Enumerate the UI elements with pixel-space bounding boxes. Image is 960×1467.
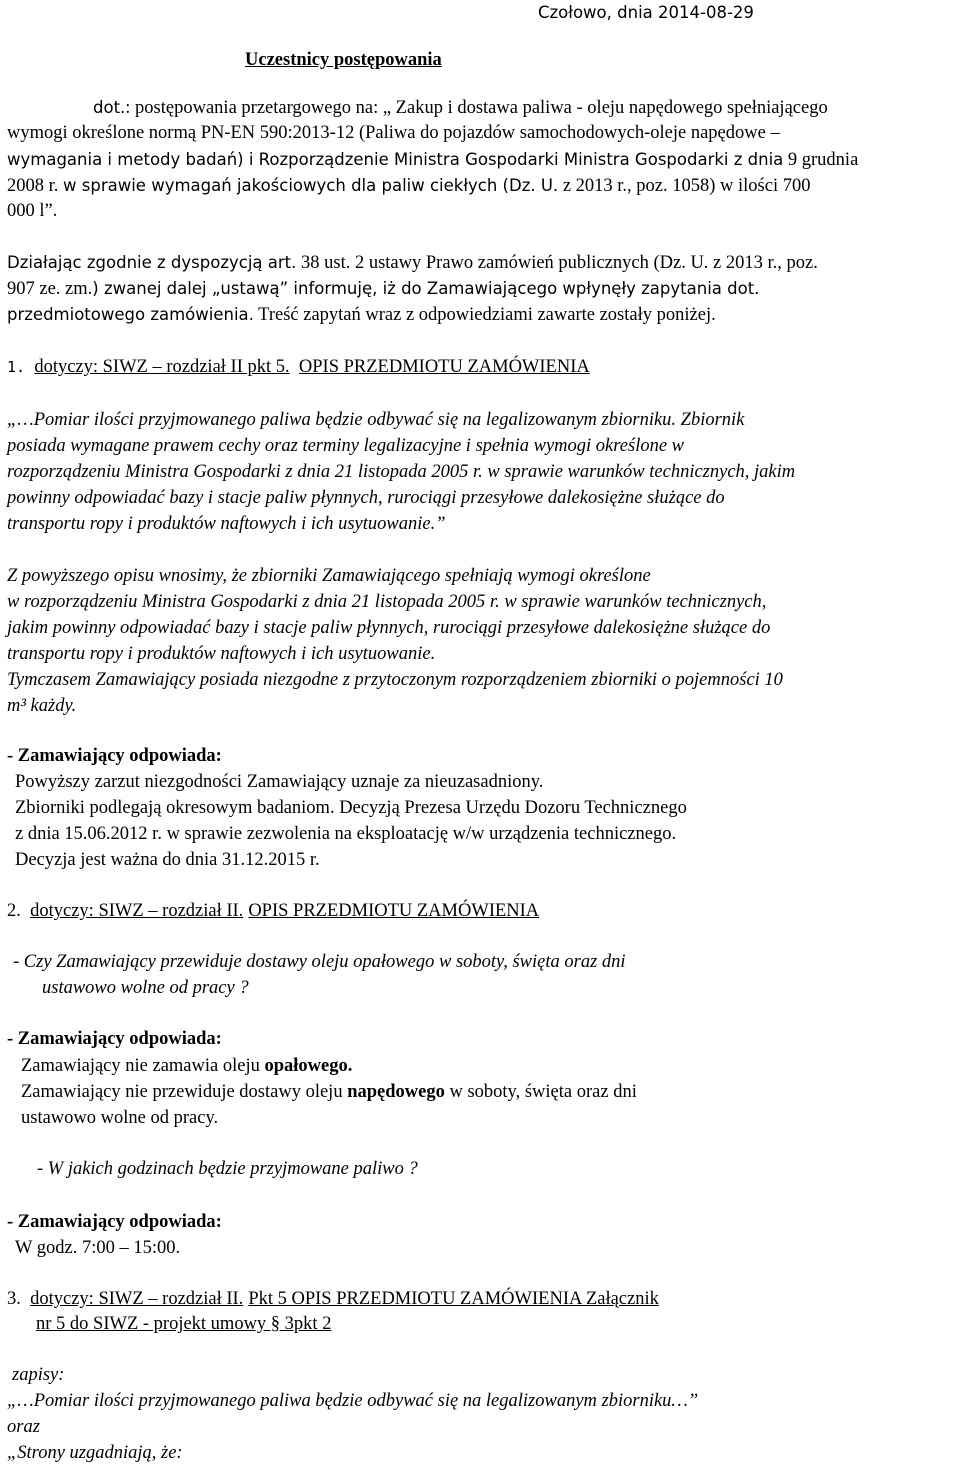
question-topic: OPIS PRZEDMIOTU ZAMÓWIENIA bbox=[248, 901, 540, 921]
intro-line bbox=[7, 147, 858, 174]
question-2-query-2: - W jakich godzinach będzie przyjmowane paliwo ? bbox=[37, 1159, 418, 1179]
quote-line: transportu ropy i produktów naftowych i ich usytuowanie.” bbox=[7, 514, 446, 534]
question-3-heading bbox=[7, 1287, 659, 1313]
intro-text: 9 grudnia bbox=[783, 150, 859, 170]
argument-line: m³ każdy. bbox=[7, 696, 77, 716]
legal-line bbox=[7, 302, 716, 329]
argument-line: transportu ropy i produktów naftowych i ich usytuowanie. bbox=[7, 644, 436, 664]
zapisy-label: zapisy: bbox=[12, 1365, 65, 1385]
answer-emphasis: napędowego bbox=[347, 1082, 445, 1102]
answer-emphasis: opałowego. bbox=[264, 1056, 353, 1076]
intro-line: wymogi określone normą PN-EN 590:2013-12 (Paliwa do pojazdów samochodowych-oleje napędowe – bbox=[7, 123, 780, 143]
question-topic: OPIS PRZEDMIOTU ZAMÓWIENIA bbox=[298, 357, 590, 377]
argument-line: w rozporządzeniu Ministra Gospodarki z dnia 21 listopada 2005 r. w sprawie warunków technicznych, bbox=[7, 592, 767, 612]
answer-line: Powyższy zarzut niezgodności Zamawiający uznaje za nieuzasadniony. bbox=[15, 772, 544, 792]
quote-line: „…Pomiar ilości przyjmowanego paliwa będzie odbywać się na legalizowanym zbiorniku. Zbiornik bbox=[7, 410, 745, 430]
answer-line: Zbiorniki podlegają okresowym badaniom. Decyzją Prezesa Urzędu Dozoru Technicznego bbox=[15, 798, 687, 818]
argument-line: Tymczasem Zamawiający posiada niezgodne z przytoczonym rozporządzeniem zbiorniki o pojemności 10 bbox=[7, 670, 783, 690]
intro-text: Rozporządzenie Ministra Gospodarki Ministra Gospodarki z dnia bbox=[258, 150, 784, 169]
answer-label: - Zamawiający odpowiada: bbox=[7, 1212, 222, 1232]
question-1-heading bbox=[7, 355, 590, 381]
intro-line bbox=[93, 95, 828, 122]
legal-text: przedmiotowego zamówienia. bbox=[7, 305, 254, 324]
legal-text: 907 ze. zm. bbox=[7, 279, 93, 299]
question-topic: dotyczy: SIWZ – rozdział II. bbox=[30, 901, 244, 921]
question-topic: dotyczy: SIWZ – rozdział II. bbox=[30, 1289, 244, 1309]
answer-text: Zamawiający nie przewiduje dostawy oleju bbox=[21, 1082, 348, 1102]
question-number: 1. bbox=[7, 358, 26, 376]
answer-label: - Zamawiający odpowiada: bbox=[7, 746, 222, 766]
answer-label: - Zamawiający odpowiada: bbox=[7, 1029, 222, 1049]
legal-text: Działając zgodnie z dyspozycją art. bbox=[7, 253, 297, 272]
oraz-label: oraz bbox=[7, 1417, 40, 1437]
answer-line: Decyzja jest ważna do dnia 31.12.2015 r. bbox=[15, 850, 320, 870]
legal-line bbox=[7, 276, 759, 303]
legal-text: ) zwanej dalej „ustawą” informuję, iż do Zamawiającego wpłynęły zapytania dot. bbox=[92, 279, 760, 298]
intro-text: dot. bbox=[93, 98, 126, 117]
legal-line bbox=[7, 250, 818, 277]
question-2-answer-2: W godz. 7:00 – 15:00. bbox=[15, 1238, 181, 1258]
answer-text: w soboty, święta oraz dni bbox=[444, 1082, 637, 1102]
answer-line bbox=[21, 1080, 637, 1106]
question-3-heading-cont: nr 5 do SIWZ - projekt umowy § 3pkt 2 bbox=[36, 1314, 332, 1334]
argument-line: Z powyższego opisu wnosimy, że zbiorniki Zamawiającego spełniają wymogi określone bbox=[7, 566, 651, 586]
query-line: - Czy Zamawiający przewiduje dostawy oleju opałowego w soboty, święta oraz dni bbox=[13, 952, 626, 972]
question-number: 2. bbox=[7, 901, 21, 921]
question-topic: dotyczy: SIWZ – rozdział II pkt 5. bbox=[34, 357, 290, 377]
query-line: ustawowo wolne od pracy ? bbox=[42, 978, 249, 998]
question-3-quote: „…Pomiar ilości przyjmowanego paliwa będzie odbywać się na legalizowanym zbiorniku…” bbox=[7, 1391, 699, 1411]
intro-text: wymagania i metody badań) i bbox=[7, 150, 259, 169]
answer-line bbox=[21, 1054, 352, 1080]
intro-text: : postępowania przetargowego na: „ Zakup i dostawa paliwa - oleju napędowego spełniającego bbox=[125, 98, 828, 118]
legal-text: 38 ust. 2 ustawy Prawo zamówień publicznych (Dz. U. z 2013 r., poz. bbox=[296, 253, 818, 273]
intro-text: z 2013 r., poz. 1058) w ilości 700 bbox=[558, 176, 811, 196]
intro-text: 2008 r. bbox=[7, 176, 64, 196]
quote-line: powinny odpowiadać bazy i stacje paliw płynnych, rurociągi przesyłowe dalekosiężne służące do bbox=[7, 488, 725, 508]
intro-line bbox=[7, 173, 810, 200]
question-topic: Pkt 5 OPIS PRZEDMIOTU ZAMÓWIENIA Załącznik bbox=[248, 1289, 659, 1309]
quote-line: rozporządzeniu Ministra Gospodarki z dnia 21 listopada 2005 r. w sprawie warunków technicznych, jakim bbox=[7, 462, 796, 482]
question-number: 3. bbox=[7, 1289, 21, 1309]
intro-text: w sprawie wymagań jakościowych dla paliw ciekłych (Dz. U. bbox=[63, 176, 559, 195]
argument-line: jakim powinny odpowiadać bazy i stacje paliw płynnych, rurociągi przesyłowe dalekosiężne służące do bbox=[7, 618, 771, 638]
question-3-quote-2: „Strony uzgadniają, że: bbox=[7, 1443, 183, 1463]
place-date: Czołowo, dnia 2014-08-29 bbox=[538, 3, 754, 22]
recipients-heading: Uczestnicy postępowania bbox=[245, 50, 442, 70]
question-2-heading bbox=[7, 899, 539, 925]
answer-line: z dnia 15.06.2012 r. w sprawie zezwolenia na eksploatację w/w urządzenia technicznego. bbox=[15, 824, 677, 844]
answer-line: ustawowo wolne od pracy. bbox=[21, 1108, 219, 1128]
answer-text: Zamawiający nie zamawia oleju bbox=[21, 1056, 265, 1076]
quote-line: posiada wymagane prawem cechy oraz terminy legalizacyjne i spełnia wymogi określone w bbox=[7, 436, 685, 456]
intro-line: 000 l”. bbox=[7, 201, 58, 221]
legal-text: Treść zapytań wraz z odpowiedziami zawarte zostały poniżej. bbox=[253, 305, 716, 325]
